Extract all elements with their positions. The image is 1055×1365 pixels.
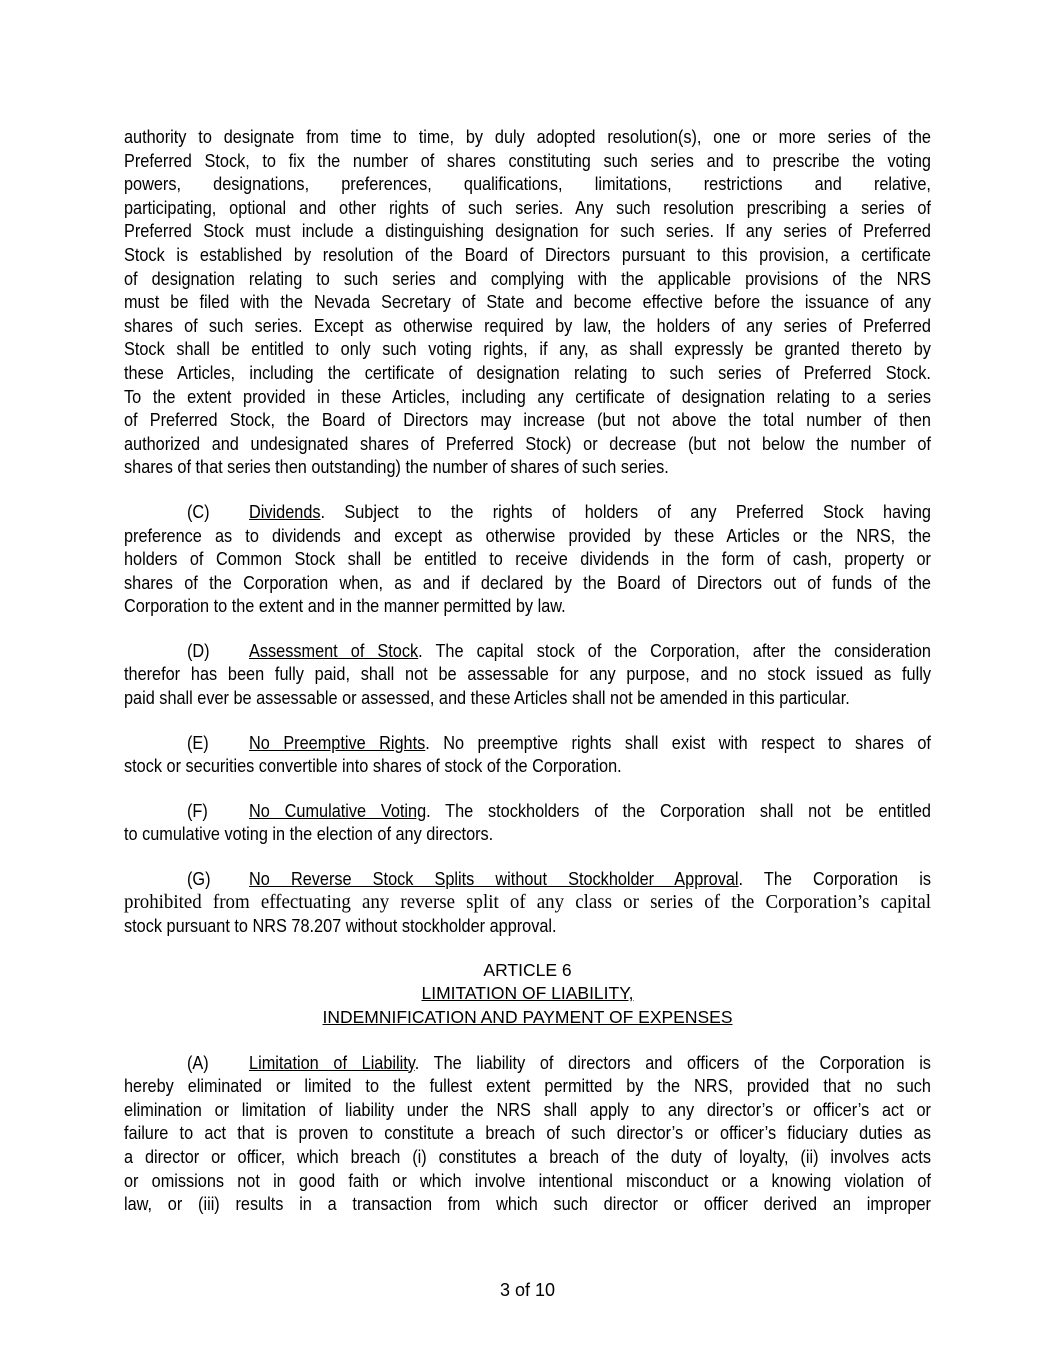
article-title-line: INDEMNIFICATION AND PAYMENT OF EXPENSES [322, 1007, 733, 1027]
text-line [124, 891, 931, 915]
line-text [124, 731, 931, 755]
text-line [124, 754, 931, 778]
paragraph [124, 867, 931, 938]
paragraph [124, 639, 931, 710]
section-heading: No Preemptive Rights [249, 731, 426, 753]
section-text: . The liability of directors and officers of the Corporation is [414, 1051, 931, 1073]
line-text: holders of Common Stock shall be entitled to receive dividends in the form of cash, property or [124, 548, 931, 570]
text-line [124, 571, 931, 595]
line-text: a director or officer, which breach (i) constitutes a breach of the duty of loyalty, (ii) involves acts [124, 1145, 931, 1167]
line-text: shares of the Corporation when, as and if declared by the Board of Directors out of funds of the [124, 571, 931, 593]
paragraph [124, 500, 931, 618]
line-text: of designation relating to such series and complying with the applicable provisions of the NRS [124, 267, 931, 289]
text-line [124, 314, 931, 338]
text-line [124, 547, 931, 571]
text-line [124, 1145, 931, 1169]
line-text: or omissions not in good faith or which involve intentional misconduct or a knowing violation of [124, 1169, 931, 1191]
text-line [124, 799, 931, 823]
line-text: preference as to dividends and except as otherwise provided by these Articles or the NRS, the [124, 524, 931, 546]
text-line [124, 1074, 931, 1098]
text-line [124, 867, 931, 891]
line-text: prohibited from effectuating any reverse split of any class or series of the Corporation’s capital [124, 891, 932, 913]
line-text: To the extent provided in these Articles, including any certificate of designation relating to a series [124, 385, 931, 407]
line-text: failure to act that is proven to constitute a breach of such director’s or officer’s fiduciary duties as [124, 1122, 931, 1144]
text-line [124, 822, 931, 846]
article-title-line: LIMITATION OF LIABILITY, [421, 983, 634, 1004]
paragraph [124, 1051, 931, 1216]
line-text [124, 1051, 931, 1075]
text-line [124, 662, 931, 686]
text-line [124, 432, 931, 456]
paragraph [124, 799, 931, 846]
section-text: . The Corporation is [738, 868, 931, 890]
line-text: participating, optional and other rights of such series. Any such resolution prescribing a series of [124, 196, 931, 218]
article-number: ARTICLE 6 [483, 959, 572, 980]
text-line [124, 455, 931, 479]
text-line [124, 125, 931, 149]
section-number: (D) [187, 639, 210, 661]
section-number: (E) [187, 731, 209, 753]
text-line [124, 500, 931, 524]
text-line [124, 290, 931, 314]
text-line [124, 149, 931, 173]
line-text: Preferred Stock, to fix the number of shares constituting such series and to prescribe the voting [124, 149, 931, 171]
line-text: stock or securities convertible into shares of stock of the Corporation. [124, 755, 622, 777]
line-text: Preferred Stock must include a distinguishing designation for such series. If any series of Preferred [124, 220, 931, 242]
line-text: shares of that series then outstanding) the number of shares of such series. [124, 456, 669, 478]
page-number: 3 of 10 [499, 1280, 556, 1300]
text-line [124, 172, 931, 196]
text-line [124, 408, 931, 432]
text-line [124, 1098, 931, 1122]
section-text: . The capital stock of the Corporation, after the consideration [418, 639, 931, 661]
line-text: stock pursuant to NRS 78.207 without stockholder approval. [124, 915, 557, 937]
text-line [124, 361, 931, 385]
section-heading: Assessment of Stock [249, 639, 419, 661]
line-text: elimination or limitation of liability under the NRS shall apply to any director’s or officer’s act or [124, 1098, 931, 1120]
text-line [124, 196, 931, 220]
line-text: hereby eliminated or limited to the fullest extent permitted by the NRS, provided that no such [124, 1075, 931, 1097]
section-text: . The stockholders of the Corporation shall not be entitled [426, 799, 931, 821]
line-text [124, 867, 931, 891]
text-line [124, 524, 931, 548]
section-number: (C) [187, 500, 210, 522]
line-text: authorized and undesignated shares of Preferred Stock) or decrease (but not below the number of [124, 432, 931, 454]
article-heading [124, 959, 931, 1030]
text-line [124, 385, 931, 409]
line-text: to cumulative voting in the election of any directors. [124, 823, 494, 845]
section-number: (G) [187, 868, 211, 890]
line-text: shares of such series. Except as otherwise required by law, the holders of any series of Preferred [124, 314, 931, 336]
text-line [124, 219, 931, 243]
line-text: Stock is established by resolution of the Board of Directors pursuant to this provision, a certificate [124, 243, 931, 265]
line-text: paid shall ever be assessable or assessed, and these Articles shall not be amended in this particular. [124, 687, 850, 709]
paragraph [124, 731, 931, 778]
document-body [124, 125, 931, 1216]
text-line [124, 731, 931, 755]
text-line [124, 686, 931, 710]
section-number: (A) [187, 1051, 209, 1073]
line-text: Stock shall be entitled to only such voting rights, if any, as shall expressly be granted thereto by [124, 338, 931, 360]
text-line [124, 914, 931, 938]
text-line [124, 337, 931, 361]
text-line [124, 267, 931, 291]
line-text: these Articles, including the certificate of designation relating to such series of Preferred Stock. [124, 361, 931, 383]
text-line [124, 639, 931, 663]
line-text: must be filed with the Nevada Secretary of State and become effective before the issuance of any [124, 291, 931, 313]
line-text: Corporation to the extent and in the manner permitted by law. [124, 595, 566, 617]
text-line [124, 1192, 931, 1216]
section-text: . Subject to the rights of holders of any Preferred Stock having [320, 500, 931, 522]
text-line [124, 594, 931, 618]
section-number: (F) [187, 799, 208, 821]
line-text: of Preferred Stock, the Board of Directors may increase (but not above the total number of then [124, 409, 931, 431]
line-text [124, 639, 931, 663]
text-line [124, 1169, 931, 1193]
text-line [124, 1051, 931, 1075]
paragraph [124, 125, 931, 479]
line-text [124, 799, 931, 823]
line-text: authority to designate from time to time, by duly adopted resolution(s), one or more series of the [124, 126, 931, 147]
text-line [124, 243, 931, 267]
section-heading: Limitation of Liability [249, 1051, 415, 1073]
section-heading: No Reverse Stock Splits without Stockholder Approval [249, 868, 739, 890]
text-line [124, 1121, 931, 1145]
section-text: . No preemptive rights shall exist with respect to shares of [425, 731, 931, 753]
line-text [124, 500, 931, 524]
section-heading: No Cumulative Voting [249, 799, 427, 821]
line-text: powers, designations, preferences, qualifications, limitations, restrictions and relative, [124, 173, 931, 195]
section-heading: Dividends [249, 500, 321, 522]
line-text: therefor has been fully paid, shall not be assessable for any purpose, and no stock issued as fully [124, 663, 931, 685]
line-text: law, or (iii) results in a transaction from which such director or officer derived an improper [124, 1193, 931, 1215]
